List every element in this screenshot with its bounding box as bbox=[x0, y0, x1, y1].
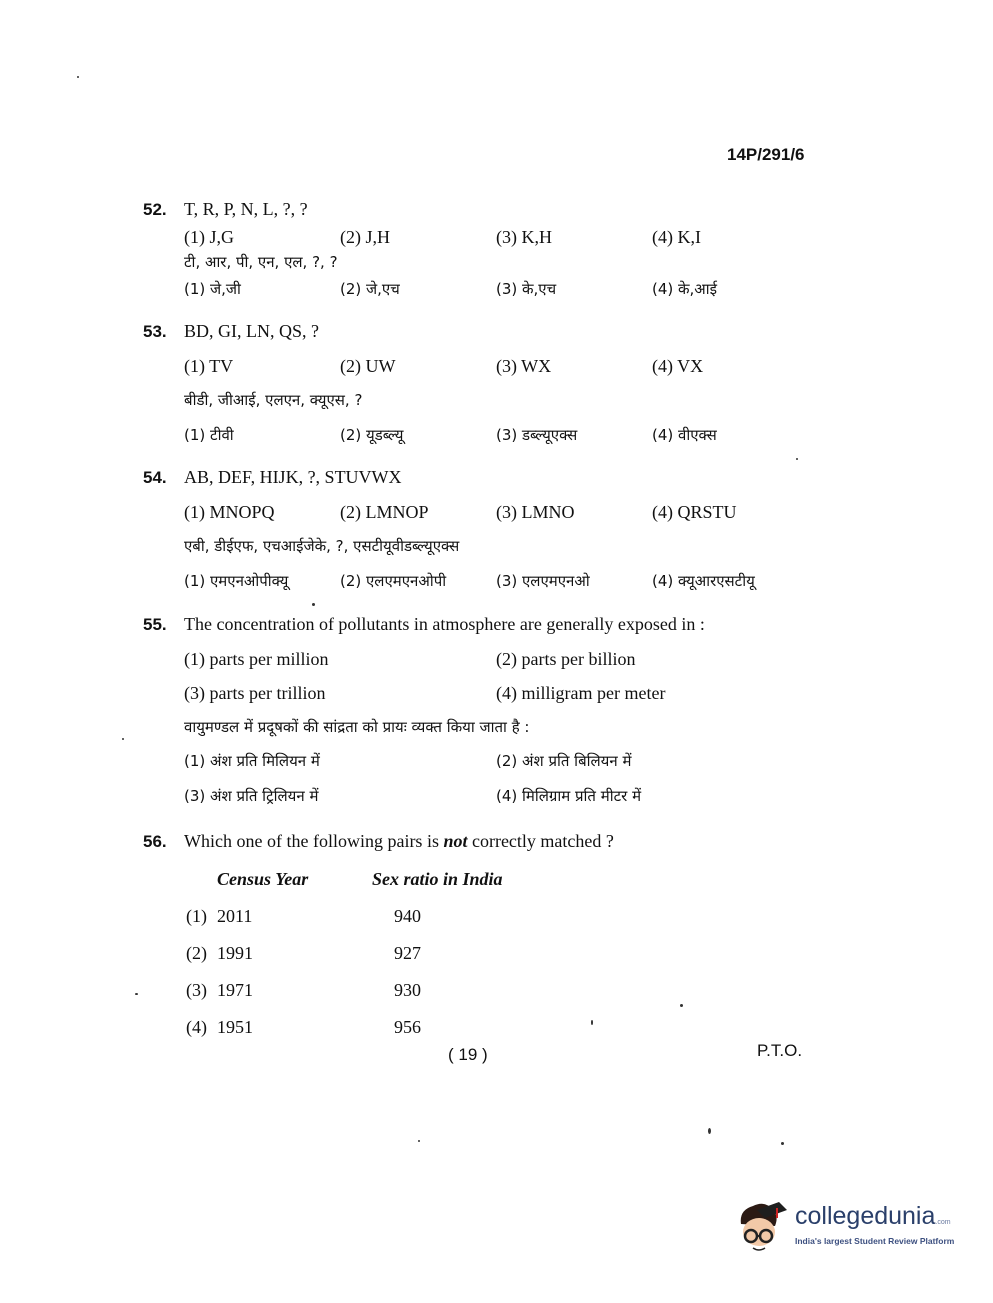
question-text-part: correctly matched ? bbox=[467, 831, 614, 851]
question-text-en: BD, GI, LN, QS, ? bbox=[184, 321, 319, 341]
option-2-hi: (2) यूडब्ल्यू bbox=[340, 426, 404, 444]
page-number: ( 19 ) bbox=[448, 1045, 488, 1064]
table-row-option: (4) bbox=[186, 1017, 207, 1037]
question-text-hi: एबी, डीईएफ, एचआईजेके, ?, एसटीयूवीडब्ल्यूएक्स bbox=[184, 537, 460, 555]
logo-wordmark bbox=[795, 1202, 951, 1231]
option-3: (3) WX bbox=[496, 356, 552, 376]
table-row-ratio: 927 bbox=[394, 943, 421, 963]
option-3-hi: (3) के,एच bbox=[496, 280, 557, 298]
question-text-en: The concentration of pollutants in atmosphere are generally exposed in : bbox=[184, 614, 705, 634]
speck bbox=[312, 603, 315, 606]
option-3: (3) K,H bbox=[496, 227, 552, 247]
option-4-hi: (4) क्यूआरएसटीयू bbox=[652, 572, 755, 590]
table-row-year: 1951 bbox=[217, 1017, 253, 1037]
option-4-hi: (4) वीएक्स bbox=[652, 426, 717, 444]
option-1-hi: (1) जे,जी bbox=[184, 280, 241, 298]
question-number: 52. bbox=[143, 200, 167, 219]
table-row-year: 1971 bbox=[217, 980, 253, 1000]
option-3: (3) parts per trillion bbox=[184, 683, 326, 703]
option-1-hi: (1) एमएनओपीक्यू bbox=[184, 572, 289, 590]
speck bbox=[781, 1142, 784, 1145]
table-row-option: (3) bbox=[186, 980, 207, 1000]
table-row-year: 1991 bbox=[217, 943, 253, 963]
question-text-emphasis: not bbox=[443, 831, 468, 851]
option-3-hi: (3) अंश प्रति ट्रिलियन में bbox=[184, 787, 319, 805]
option-1: (1) MNOPQ bbox=[184, 502, 275, 522]
logo-mascot-icon bbox=[735, 1198, 795, 1258]
option-4: (4) milligram per meter bbox=[496, 683, 666, 703]
option-2-hi: (2) जे,एच bbox=[340, 280, 400, 298]
question-text-en: AB, DEF, HIJK, ?, STUVWX bbox=[184, 467, 402, 487]
question-number: 55. bbox=[143, 615, 167, 634]
speck bbox=[77, 76, 79, 78]
option-3-hi: (3) डब्ल्यूएक्स bbox=[496, 426, 578, 444]
option-1: (1) parts per million bbox=[184, 649, 329, 669]
speck bbox=[708, 1128, 711, 1134]
option-2: (2) parts per billion bbox=[496, 649, 636, 669]
option-2: (2) J,H bbox=[340, 227, 390, 247]
table-row-ratio: 956 bbox=[394, 1017, 421, 1037]
question-number: 56. bbox=[143, 832, 167, 851]
option-1: (1) TV bbox=[184, 356, 234, 376]
question-text-hi: टी, आर, पी, एन, एल, ?, ? bbox=[184, 253, 338, 271]
logo-tagline: India's largest Student Review Platform bbox=[795, 1236, 955, 1246]
question-text-hi: वायुमण्डल में प्रदूषकों की सांद्रता को प्रायः व्यक्त किया जाता है : bbox=[184, 718, 530, 736]
pto-label: P.T.O. bbox=[757, 1041, 803, 1060]
table-row-ratio: 940 bbox=[394, 906, 421, 926]
option-1: (1) J,G bbox=[184, 227, 234, 247]
speck bbox=[796, 458, 798, 460]
paper-code: 14P/291/6 bbox=[727, 145, 805, 164]
speck bbox=[680, 1004, 683, 1007]
table-row-option: (2) bbox=[186, 943, 207, 963]
option-2-hi: (2) एलएमएनओपी bbox=[340, 572, 447, 590]
option-2: (2) UW bbox=[340, 356, 396, 376]
table-header-census-year: Census Year bbox=[217, 869, 309, 889]
logo-suffix: .com bbox=[935, 1219, 951, 1226]
speck bbox=[418, 1140, 420, 1142]
speck bbox=[591, 1020, 593, 1025]
question-number: 53. bbox=[143, 322, 167, 341]
option-3: (3) LMNO bbox=[496, 502, 575, 522]
option-4-hi: (4) मिलिग्राम प्रति मीटर में bbox=[496, 787, 642, 805]
option-1-hi: (1) अंश प्रति मिलियन में bbox=[184, 752, 320, 770]
option-1-hi: (1) टीवी bbox=[184, 426, 234, 444]
option-4: (4) QRSTU bbox=[652, 502, 737, 522]
question-text-part: Which one of the following pairs is bbox=[184, 831, 444, 851]
speck bbox=[122, 738, 124, 740]
collegedunia-logo bbox=[735, 1196, 960, 1262]
question-number: 54. bbox=[143, 468, 167, 487]
logo-name: collegedunia bbox=[795, 1202, 936, 1230]
option-3-hi: (3) एलएमएनओ bbox=[496, 572, 590, 590]
option-2-hi: (2) अंश प्रति बिलियन में bbox=[496, 752, 632, 770]
question-text-hi: बीडी, जीआई, एलएन, क्यूएस, ? bbox=[184, 391, 363, 409]
option-4: (4) K,I bbox=[652, 227, 701, 247]
speck bbox=[135, 993, 138, 995]
table-row-ratio: 930 bbox=[394, 980, 421, 1000]
option-2: (2) LMNOP bbox=[340, 502, 429, 522]
table-header-sex-ratio: Sex ratio in India bbox=[372, 869, 503, 889]
question-text-en bbox=[184, 831, 614, 852]
question-text-en: T, R, P, N, L, ?, ? bbox=[184, 199, 308, 219]
table-row-year: 2011 bbox=[217, 906, 253, 926]
option-4: (4) VX bbox=[652, 356, 704, 376]
option-4-hi: (4) के,आई bbox=[652, 280, 717, 298]
table-row-option: (1) bbox=[186, 906, 207, 926]
